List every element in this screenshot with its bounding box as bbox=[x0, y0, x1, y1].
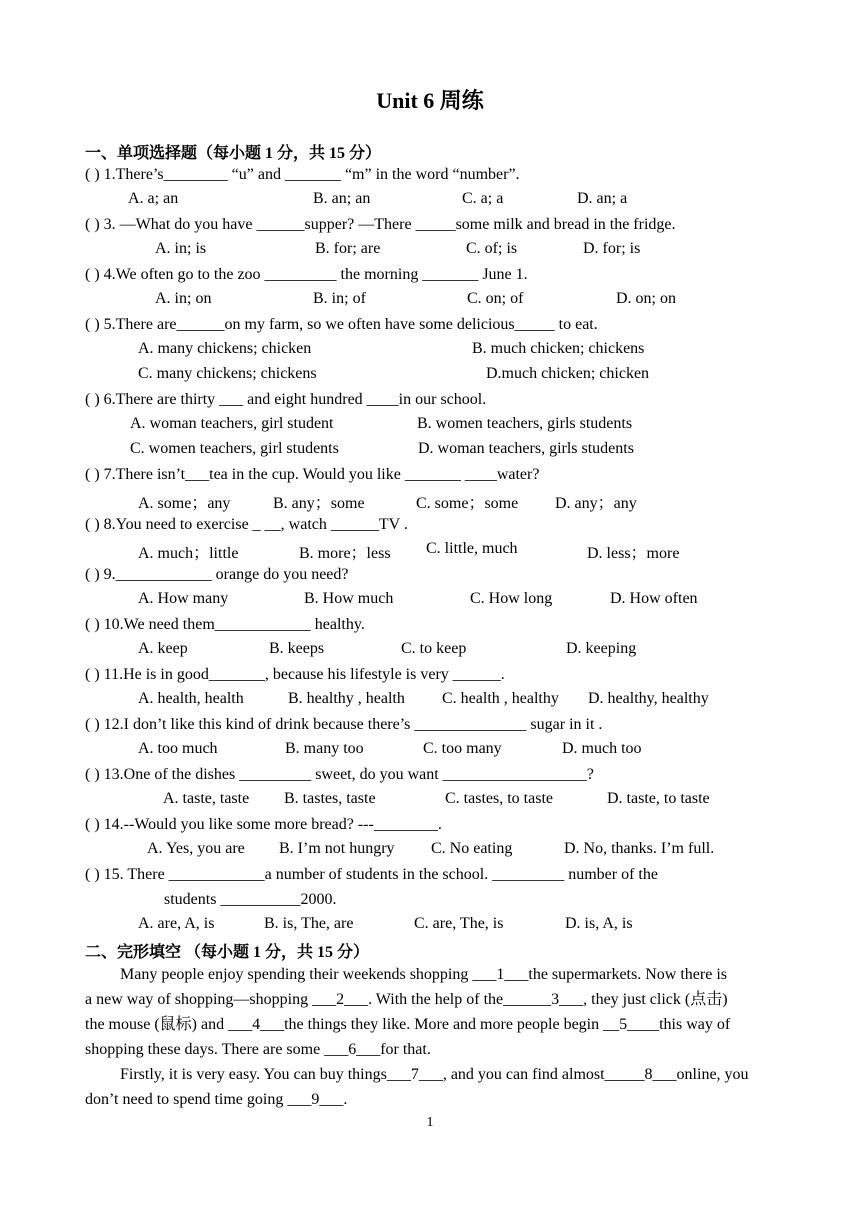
option: A. some；any bbox=[138, 495, 231, 512]
option: B. women teachers, girls students bbox=[417, 415, 633, 432]
question-stem: ( ) 15. There ____________a number of students in the school. _________ number of the bbox=[85, 866, 658, 883]
option: B. in; of bbox=[313, 290, 366, 307]
option: C. of; is bbox=[466, 240, 518, 257]
option: D. How often bbox=[610, 590, 698, 607]
page-title: Unit 6 周练 bbox=[376, 88, 484, 113]
option: C. little, much bbox=[426, 540, 518, 557]
question-stem: ( ) 9.____________ orange do you need? bbox=[85, 566, 349, 583]
cloze-line: the mouse (鼠标) and ___4___the things they like. More and more people begin __5____this way of bbox=[85, 1016, 731, 1033]
section-heading-multiple-choice: 一、单项选择题（每小题 1 分，共 15 分） bbox=[85, 145, 382, 162]
option: B. I’m not hungry bbox=[279, 840, 395, 857]
cloze-line: Many people enjoy spending their weekends shopping ___1___the supermarkets. Now there is bbox=[120, 966, 727, 983]
question-stem: ( ) 8.You need to exercise _ __, watch ______TV . bbox=[85, 516, 408, 533]
option: D. healthy, healthy bbox=[588, 690, 709, 707]
option: C. on; of bbox=[467, 290, 524, 307]
option: C. health , healthy bbox=[442, 690, 559, 707]
option: B. an; an bbox=[313, 190, 371, 207]
option: D. woman teachers, girls students bbox=[418, 440, 634, 457]
option: C. women teachers, girl students bbox=[130, 440, 339, 457]
option: A. How many bbox=[138, 590, 229, 607]
cloze-line: a new way of shopping—shopping ___2___. With the help of the______3___, they just click (点击) bbox=[85, 991, 728, 1008]
option: A. in; on bbox=[155, 290, 212, 307]
option: C. are, The, is bbox=[414, 915, 504, 932]
option: C. tastes, to taste bbox=[445, 790, 553, 807]
question-stem: ( ) 14.--Would you like some more bread? ---________. bbox=[85, 816, 442, 833]
question-stem: ( ) 3. —What do you have ______supper? —There _____some milk and bread in the fridge. bbox=[85, 216, 676, 233]
option: A. many chickens; chicken bbox=[138, 340, 312, 357]
option: D. taste, to taste bbox=[607, 790, 710, 807]
option: A. woman teachers, girl student bbox=[130, 415, 334, 432]
option: D. much too bbox=[562, 740, 642, 757]
option: C. How long bbox=[470, 590, 553, 607]
question-stem: ( ) 6.There are thirty ___ and eight hundred ____in our school. bbox=[85, 391, 487, 408]
option: C. many chickens; chickens bbox=[138, 365, 317, 382]
option: A. much；little bbox=[138, 545, 239, 562]
option: D. an; a bbox=[577, 190, 628, 207]
option: D. is, A, is bbox=[565, 915, 633, 932]
option: C. a; a bbox=[462, 190, 504, 207]
question-stem-continuation: students __________2000. bbox=[164, 891, 337, 908]
option: D. any；any bbox=[555, 495, 637, 512]
question-stem: ( ) 11.He is in good_______, because his lifestyle is very ______. bbox=[85, 666, 505, 683]
option: D. less；more bbox=[587, 545, 680, 562]
option: A. in; is bbox=[155, 240, 207, 257]
option: D. on; on bbox=[616, 290, 676, 307]
option: B. more；less bbox=[299, 545, 391, 562]
option: C. some；some bbox=[416, 495, 519, 512]
option: B. for; are bbox=[315, 240, 381, 257]
page-number: 1 bbox=[426, 1115, 434, 1130]
option: D.much chicken; chicken bbox=[486, 365, 650, 382]
option: B. any；some bbox=[273, 495, 365, 512]
question-stem: ( ) 7.There isn’t___tea in the cup. Would you like _______ ____water? bbox=[85, 466, 540, 483]
option: D. for; is bbox=[583, 240, 641, 257]
question-stem: ( ) 10.We need them____________ healthy. bbox=[85, 616, 365, 633]
option: A. health, health bbox=[138, 690, 244, 707]
question-stem: ( ) 4.We often go to the zoo _________ the morning _______ June 1. bbox=[85, 266, 528, 283]
question-stem: ( ) 13.One of the dishes _________ sweet, do you want __________________? bbox=[85, 766, 594, 783]
option: C. too many bbox=[423, 740, 502, 757]
cloze-line: Firstly, it is very easy. You can buy things___7___, and you can find almost_____8___online, you bbox=[120, 1066, 749, 1083]
option: B. many too bbox=[285, 740, 364, 757]
option: A. keep bbox=[138, 640, 188, 657]
section-heading-cloze: 二、完形填空 （每小题 1 分，共 15 分） bbox=[85, 944, 370, 961]
cloze-line: shopping these days. There are some ___6___for that. bbox=[85, 1041, 431, 1058]
option: A. taste, taste bbox=[163, 790, 250, 807]
question-stem: ( ) 5.There are______on my farm, so we often have some delicious_____ to eat. bbox=[85, 316, 598, 333]
option: B. is, The, are bbox=[264, 915, 354, 932]
option: C. No eating bbox=[431, 840, 513, 857]
option: B. keeps bbox=[269, 640, 325, 657]
option: D. keeping bbox=[566, 640, 637, 657]
option: A. too much bbox=[138, 740, 218, 757]
option: A. are, A, is bbox=[138, 915, 215, 932]
cloze-line: don’t need to spend time going ___9___. bbox=[85, 1091, 348, 1108]
option: B. tastes, taste bbox=[284, 790, 376, 807]
option: A. a; an bbox=[128, 190, 179, 207]
option: A. Yes, you are bbox=[147, 840, 245, 857]
question-stem: ( ) 12.I don’t like this kind of drink because there’s ______________ sugar in it . bbox=[85, 716, 603, 733]
option: C. to keep bbox=[401, 640, 467, 657]
option: B. much chicken; chickens bbox=[472, 340, 645, 357]
option: B. How much bbox=[304, 590, 394, 607]
option: D. No, thanks. I’m full. bbox=[564, 840, 715, 857]
question-stem: ( ) 1.There’s________ “u” and _______ “m” in the word “number”. bbox=[85, 166, 520, 183]
option: B. healthy , health bbox=[288, 690, 405, 707]
